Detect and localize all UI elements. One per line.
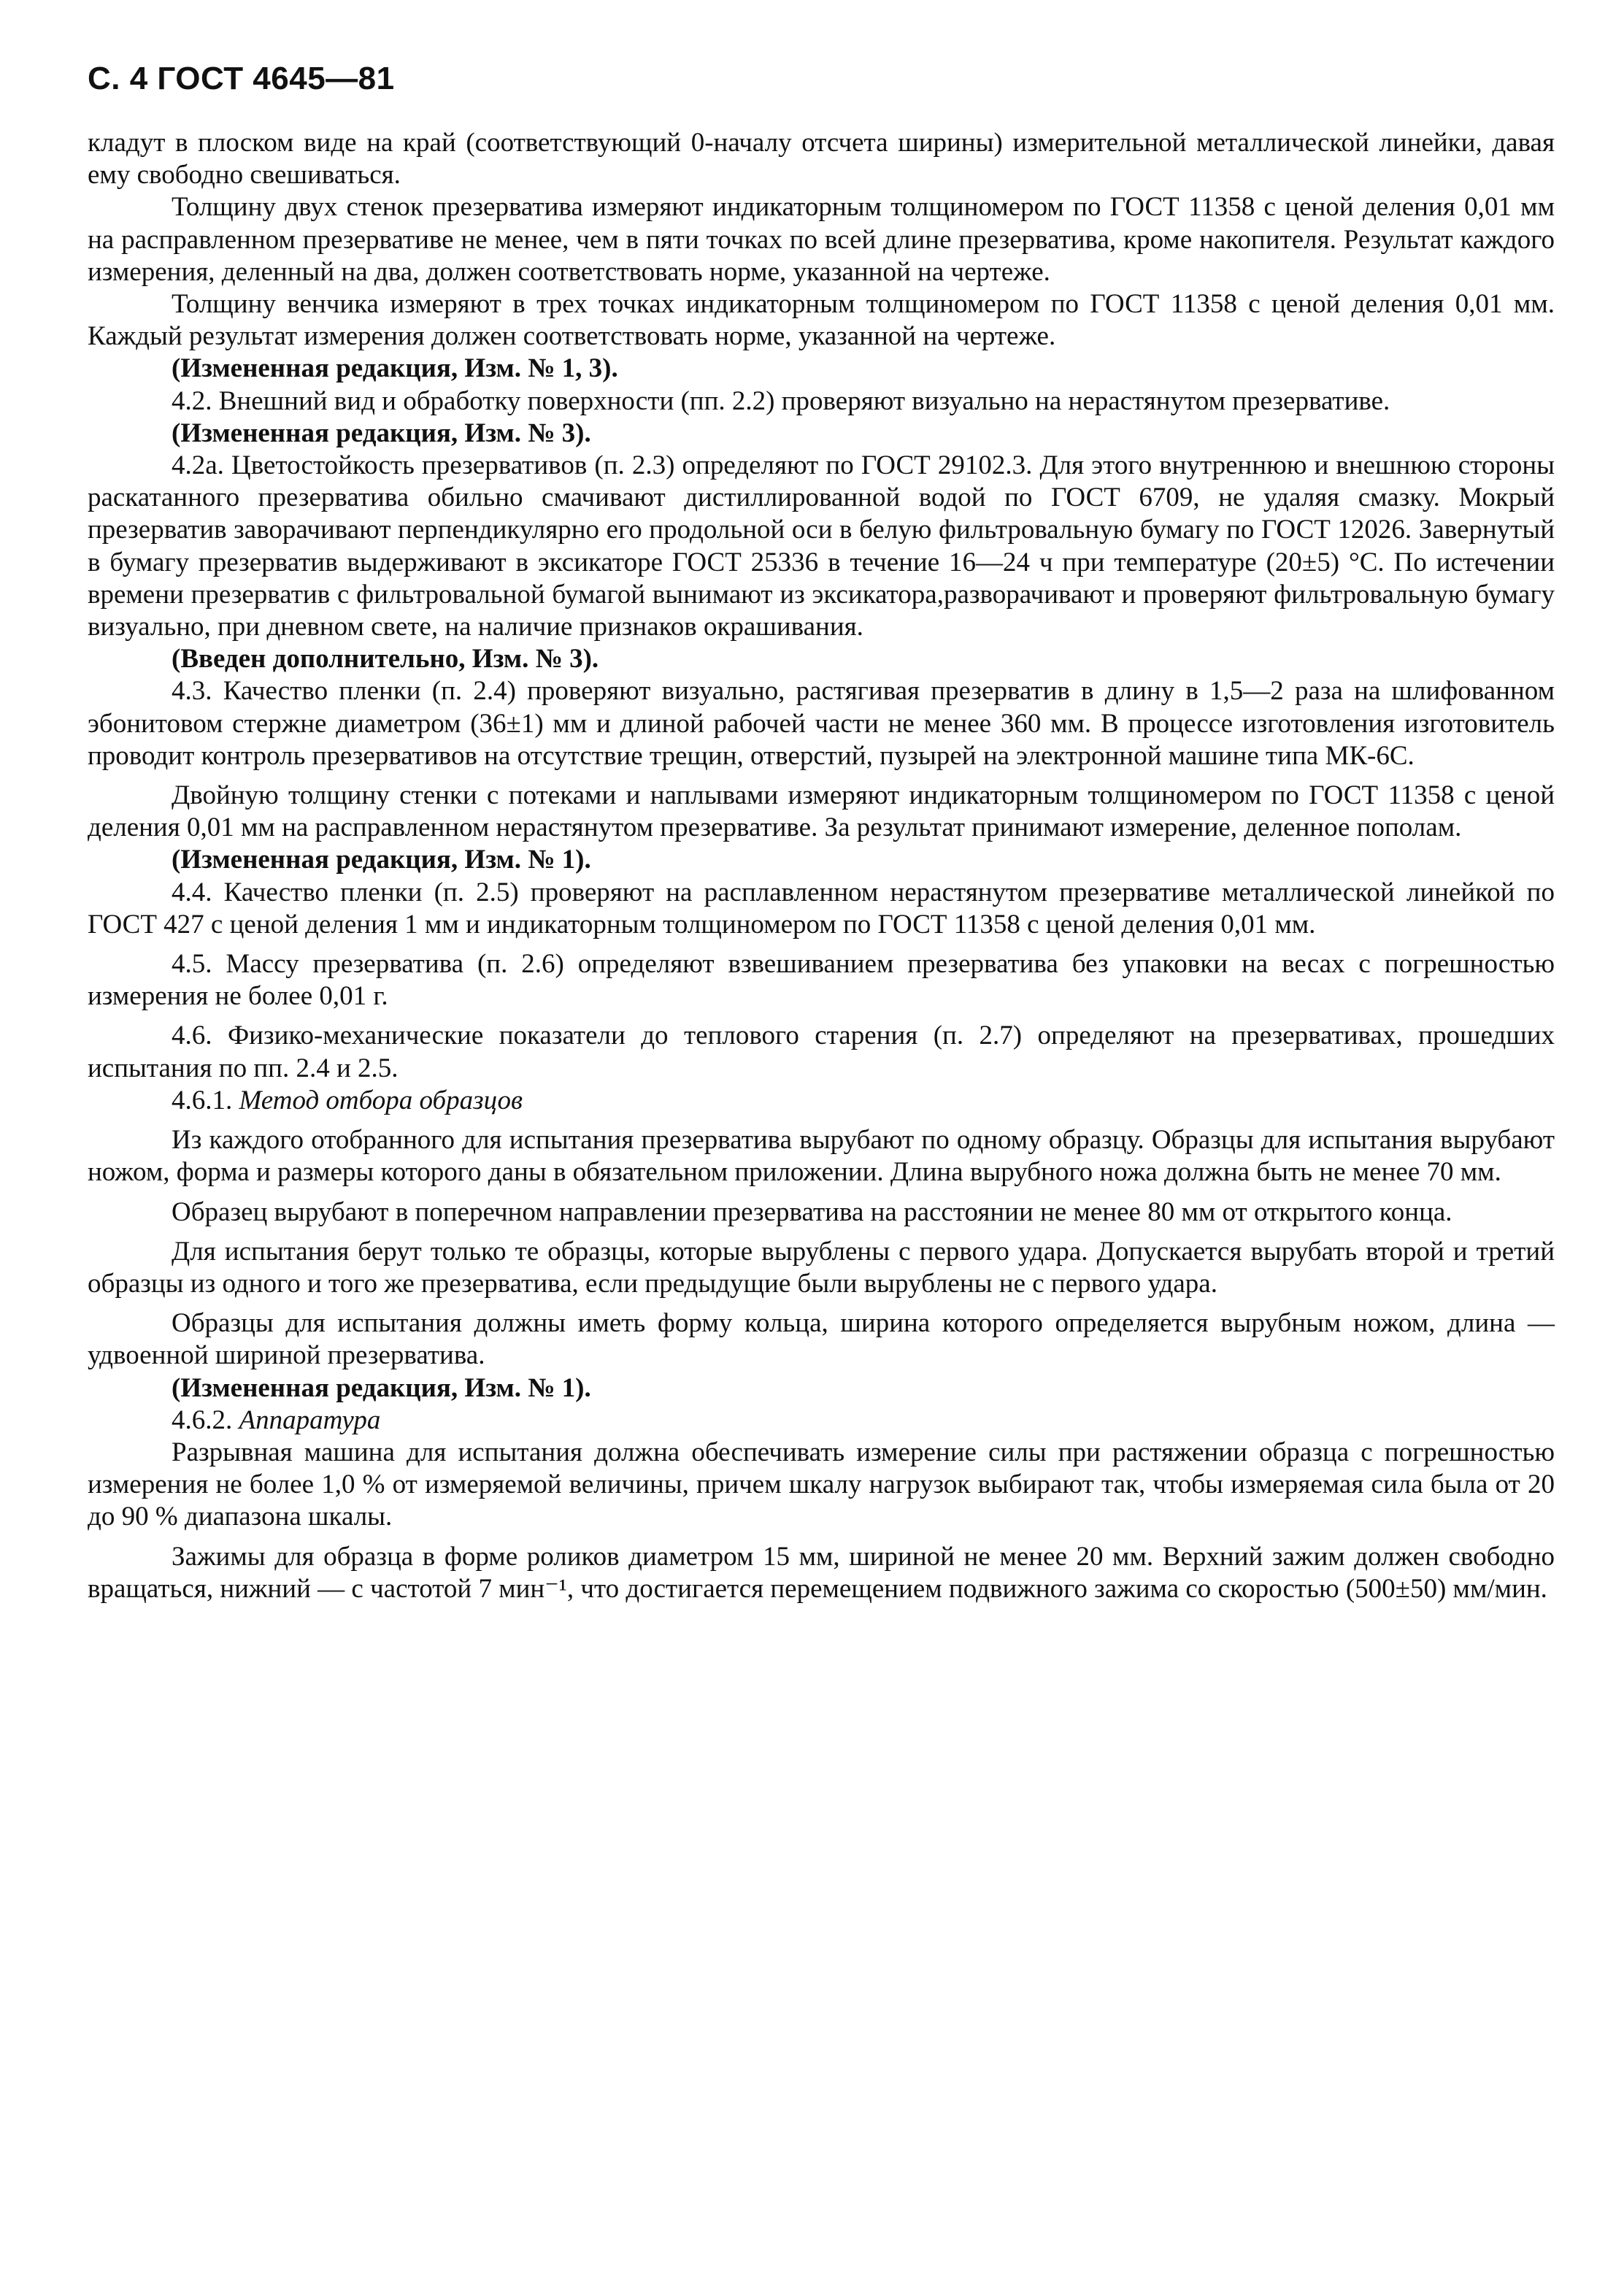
amendment-note-5: (Измененная редакция, Изм. № 1).	[172, 1372, 591, 1403]
paragraph-sample-cutting: Из каждого отобранного для испытания презерватива вырубают по одному образцу. Образцы для испытания вырубают ножом, форма и размеры которого даны в обязательном приложении. Длина вырубного ножа должна быть не менее 70 мм.	[88, 1125, 1555, 1188]
clause-4-4: 4.4. Качество пленки (п. 2.5) проверяют на расплавленном нерастянутом презервативе металлической линейкой по ГОСТ 427 с ценой деления 1 мм и индикаторным толщиномером по ГОСТ 11358 с ценой деления 0,01 мм.	[88, 877, 1555, 940]
amendment-note-4: (Измененная редакция, Изм. № 1).	[172, 845, 591, 875]
clause-4-3: 4.3. Качество пленки (п. 2.4) проверяют визуально, растягивая презерватив в длину в 1,5—2 раза на шлифованном эбонитовом стержне диаметром (36±1) мм и длиной рабочей части не менее 360 мм. В процессе изготовления изготовитель проводит контроль презервативов на отсутствие трещин, отверстий, пузырей на электронной машине типа МК-6С.	[88, 676, 1555, 771]
paragraph-3: Толщину венчика измеряют в трех точках индикаторным толщиномером по ГОСТ 11358 с ценой деления 0,01 мм. Каждый результат измерения должен соответствовать норме, указанной на чертеже.	[88, 289, 1555, 352]
clause-4-2: 4.2. Внешний вид и обработку поверхности (пп. 2.2) проверяют визуально на нерастянутом презервативе.	[172, 385, 1390, 416]
clause-heading: Аппаратура	[239, 1405, 381, 1435]
amendment-note-2: (Измененная редакция, Изм. № 3).	[172, 418, 591, 448]
document-page	[88, 58, 1555, 1605]
paragraph-sample-first-strike: Для испытания берут только те образцы, которые вырублены с первого удара. Допускается вырубать второй и третий образцы из одного и того же презерватива, если предыдущие были вырублены не с первого удара.	[88, 1236, 1555, 1299]
clause-4-5: 4.5. Массу презерватива (п. 2.6) определяют взвешиванием презерватива без упаковки на весах с погрешностью измерения не более 0,01 г.	[88, 949, 1555, 1012]
paragraph-2: Толщину двух стенок презерватива измеряют индикаторным толщиномером по ГОСТ 11358 с ценой деления 0,01 мм на расправленном презервативе не менее, чем в пяти точках по всей длине презерватива, кроме накопителя. Результат каждого измерения, деленный на два, должен соответствовать норме, указанной на чертеже.	[88, 192, 1555, 287]
clause-number: 4.6.2.	[172, 1405, 239, 1435]
paragraph-clamps: Зажимы для образца в форме роликов диаметром 15 мм, шириной не менее 20 мм. Верхний зажим должен свободно вращаться, нижний — с частотой 7 мин⁻¹, что достигается перемещением подвижного зажима со скоростью (500±50) мм/мин.	[88, 1541, 1555, 1604]
amendment-note-1: (Измененная редакция, Изм. № 1, 3).	[172, 353, 618, 384]
amendment-note-3: (Введен дополнительно, Изм. № 3).	[172, 644, 599, 675]
clause-number: 4.6.1.	[172, 1085, 239, 1115]
paragraph-double-thickness: Двойную толщину стенки с потеками и наплывами измеряют индикаторным толщиномером по ГОСТ 11358 с ценой деления 0,01 мм на расправленном нерастянутом презервативе. За результат принимают измерение, деленное пополам.	[88, 780, 1555, 843]
paragraph-tensile-machine: Разрывная машина для испытания должна обеспечивать измерение силы при растяжении образца с погрешностью измерения не более 1,0 % от измеряемой величины, причем шкалу нагрузок выбирают так, чтобы измеряемая сила была от 20 до 90 % диапазона шкалы.	[88, 1437, 1555, 1532]
paragraph-sample-direction: Образец вырубают в поперечном направлении презерватива на расстоянии не менее 80 мм от открытого конца.	[172, 1196, 1452, 1227]
page-header: С. 4 ГОСТ 4645—81	[88, 61, 395, 96]
clause-4-6-2	[88, 1405, 1555, 1437]
clause-heading: Метод отбора образцов	[239, 1085, 523, 1115]
clause-4-2a: 4.2а. Цветостойкость презервативов (п. 2.3) определяют по ГОСТ 29102.3. Для этого внутреннюю и внешнюю стороны раскатанного презерватива обильно смачивают дистиллированной водой по ГОСТ 6709, не удаляя смазку. Мокрый презерватив заворачивают перпендикулярно его продольной оси в белую фильтровальную бумагу по ГОСТ 12026. Завернутый в бумагу презерватив выдерживают в эксикаторе ГОСТ 25336 в течение 16—24 ч при температуре (20±5) °С. По истечении времени презерватив с фильтровальной бумагой вынимают из эксикатора,разворачивают и проверяют фильтровальную бумагу визуально, при дневном свете, на наличие признаков окрашивания.	[88, 450, 1555, 642]
clause-4-6: 4.6. Физико-механические показатели до теплового старения (п. 2.7) определяют на презервативах, прошедших испытания по пп. 2.4 и 2.5.	[88, 1021, 1555, 1083]
clause-4-6-1	[88, 1085, 1555, 1117]
paragraph-sample-ring: Образцы для испытания должны иметь форму кольца, ширина которого определяется вырубным ножом, длина — удвоенной шириной презерватива.	[88, 1308, 1555, 1371]
paragraph-1: кладут в плоском виде на край (соответствующий 0-началу отсчета ширины) измерительной металлической линейки, давая ему свободно свешиваться.	[88, 128, 1555, 191]
